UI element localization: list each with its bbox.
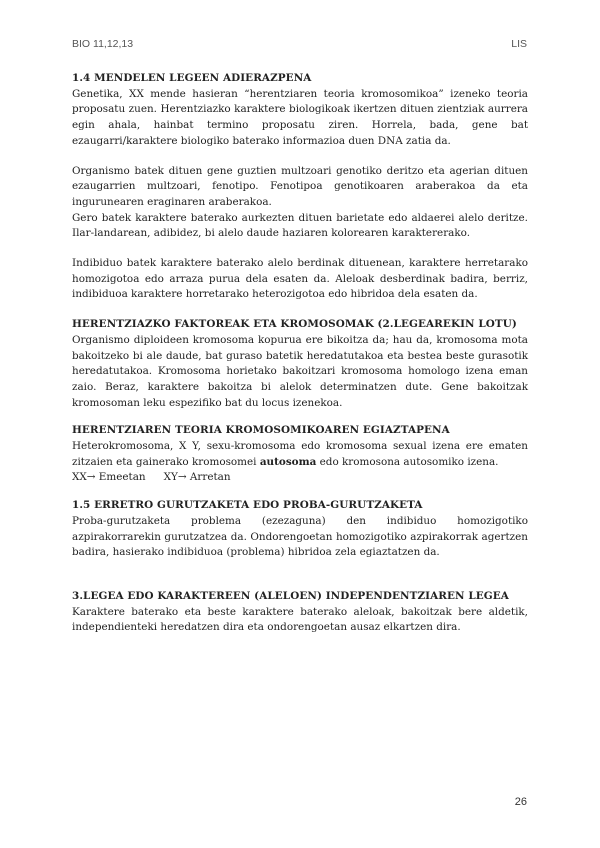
page-header <box>72 38 527 50</box>
section-heading: HERENTZIAREN TEORIA KROMOSOMIKOAREN EGIAZTAPENA <box>72 424 450 437</box>
paragraph <box>72 439 528 470</box>
section-third-law <box>72 589 528 636</box>
header-school-label: LIS <box>511 38 527 50</box>
paragraph: Proba-gurutzaketa problema (ezezaguna) den indibiduo homozigotiko azpirakorrarekin gurutzatzea da. Ondorengoetan homozigotiko azpirakorrak agertzen badira, hasierako indibiduoa (problema) hibridoa zela egiaztatzen da. <box>72 514 528 559</box>
paragraph-text: Heterokromosoma, X Y, sexu-kromosoma edo kromosoma sexual izena ere ematen zitzaien eta gainerako kromosomei <box>72 440 528 468</box>
paragraph-text: edo kromosona autosomiko izena. <box>316 455 499 468</box>
section-test-cross <box>72 498 528 561</box>
document-body <box>72 71 528 636</box>
section-heading: 3.LEGEA EDO KARAKTEREEN (ALELOEN) INDEPENDENTZIAREN LEGEA <box>72 589 509 602</box>
paragraph: Genetika, XX mende hasieran “herentziaren teoria kromosomikoa” izeneko teoria proposatu zuen. Herentziazko karaktere biologikoak ikertzen dituen zientziak aurrera egin ahala, hainbat termino proposatu ziren. Horrela, bada, gene bat ezaugarri/karaktere biologiko baterako informazioa duen DNA zatia da. <box>72 87 528 147</box>
paragraph: Gero batek karaktere baterako aurkezten dituen barietate edo aldaerei alelo deritze. Ilar-landarean, adibidez, bi alelo daude haziaren kolorearen karaktererako. <box>72 211 528 240</box>
header-course-code: BIO 11,12,13 <box>72 38 134 50</box>
page-number: 26 <box>514 796 527 808</box>
genotype-line <box>72 470 528 486</box>
section-heading: 1.5 ERRETRO GURUTZAKETA EDO PROBA-GURUTZAKETA <box>72 499 423 512</box>
genotype-female: XX→ Emeetan <box>72 471 146 484</box>
section-heading: 1.4 MENDELEN LEGEEN ADIERAZPENA <box>72 72 312 84</box>
paragraph: Karaktere baterako eta beste karaktere baterako aleloak, bakoitzak bere aldetik, independienteki heredatzen dira eta ondorengoetan ausaz elkartzen dira. <box>72 605 528 634</box>
paragraph: Organismo batek dituen gene guztien multzoari genotiko deritzo eta agerian dituen ezaugarrien multzoari, fenotipo. Fenotipoa genotikoaren araberakoa da eta ingurunearen eraginaren araberakoa. <box>72 164 528 208</box>
paragraph: Indibiduo batek karaktere baterako alelo berdinak dituenean, karaktere herretarako homozigotoa edo arraza purua dela esaten da. Aleloak desberdinak badira, berriz, indibiduoa karaktere horretarako heterozigotoa edo hibridoa dela esaten da. <box>72 257 528 301</box>
section-chromosomal-theory <box>72 423 528 486</box>
paragraph: Organismo diploideen kromosoma kopurua ere bikoitza da; hau da, kromosoma mota bakoitzeko bi ale daude, bat guraso batetik heredatutakoa eta bestea beste gurasotik heredatutakoa. Kromosoma horietako bakoitzari kromosoma homologo izena eman zaio. Beraz, karaktere bakoitza bi alelok determinatzen dute. Gene bakoitzak kromosoman leku espezifiko bat du locus izenekoa. <box>72 333 528 409</box>
section-heading: HERENTZIAZKO FAKTOREAK ETA KROMOSOMAK (2.LEGEAREKIN LOTU) <box>72 318 517 331</box>
section-mendel-laws <box>72 71 528 303</box>
section-hereditary-factors <box>72 317 528 411</box>
bold-term: autosoma <box>259 455 317 468</box>
genotype-male: XY→ Arretan <box>163 471 231 484</box>
